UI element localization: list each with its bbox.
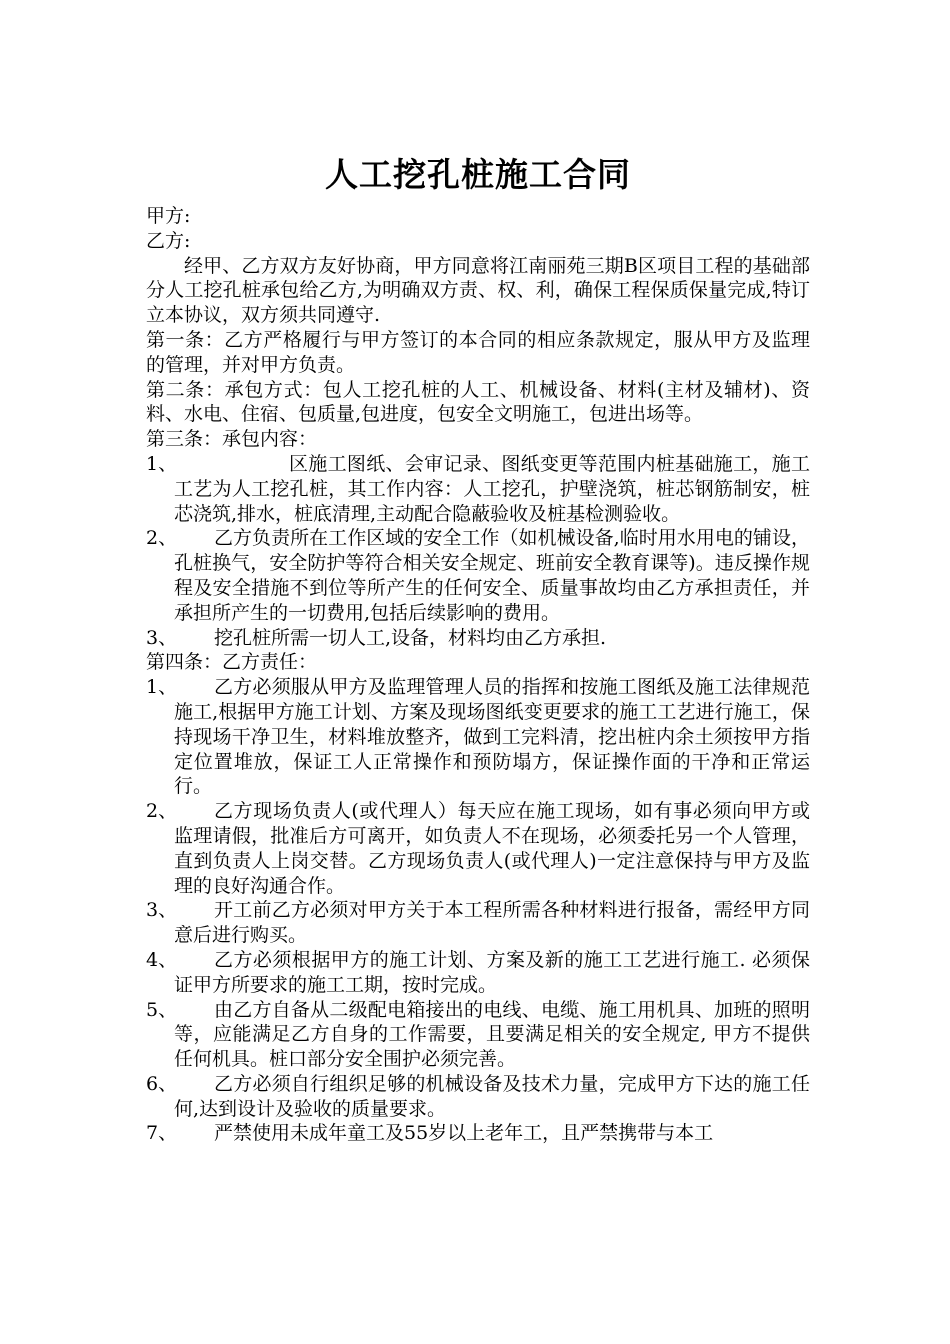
list-item-text: 乙方必须自行组织足够的机械设备及技术力量，完成甲方下达的施工任何,达到设计及验收的质量要求。 [174, 1072, 810, 1120]
list-item-text: 严禁使用未成年童工及55岁以上老年工，且严禁携带与本工 [214, 1122, 714, 1145]
list-item-number: 4、 [146, 948, 178, 971]
list-item [146, 799, 810, 898]
list-item-number: 1、 [146, 452, 178, 475]
list-item-number: 7、 [146, 1122, 178, 1145]
list-item-text: 乙方必须服从甲方及监理管理人员的指挥和按施工图纸及施工法律规范施工,根据甲方施工计划、方案及现场图纸变更要求的施工工艺进行施工，保持现场干净卫生，材料堆放整齐，做到工完料清，挖出桩内余土须按甲方指定位置堆放，保证工人正常操作和预防塌方，保证操作面的干净和正常运行。 [174, 676, 810, 798]
list-item [146, 1072, 810, 1122]
list-item [146, 626, 810, 651]
list-item-number: 1、 [146, 676, 178, 699]
article-2: 第二条：承包方式：包人工挖孔桩的人工、机械设备、材料(主材及辅材)、资料、水电、住宿、包质量,包进度，包安全文明施工，包进出场等。 [146, 378, 810, 426]
list-item-text: 乙方现场负责人(或代理人）每天应在施工现场，如有事必须向甲方或监理请假，批准后方可离开，如负责人不在现场，必须委托另一个人管理，直到负责人上岗交替。乙方现场负责人(或代理人)一定注意保持与甲方及监理的良好沟通合作。 [174, 800, 810, 897]
list-item [146, 898, 810, 948]
list-item-text: 乙方负责所在工作区域的安全工作（如机械设备,临时用水用电的铺设，孔桩换气，安全防护等符合相关安全规定、班前安全教育课等)。违反操作规程及安全措施不到位等所产生的任何安全、质量事故均由乙方承担责任，并承担所产生的一切费用,包括后续影响的费用。 [174, 527, 810, 624]
list-item [146, 998, 810, 1072]
party-a-line: 甲方: [146, 205, 191, 227]
list-item-number: 3、 [146, 626, 178, 649]
list-item-text: 开工前乙方必须对甲方关于本工程所需各种材料进行报备，需经甲方同意后进行购买。 [174, 899, 810, 947]
list-item-text: 乙方必须根据甲方的施工计划、方案及新的施工工艺进行施工. 必须保证甲方所要求的施工工期，按时完成。 [174, 948, 810, 996]
list-item [146, 526, 810, 625]
list-item [146, 675, 810, 799]
list-item [146, 452, 810, 526]
list-item-text: 挖孔桩所需一切人工,设备，材料均由乙方承担. [214, 626, 607, 649]
list-item-text: 区施工图纸、会审记录、图纸变更等范围内桩基础施工，施工工艺为人工挖孔桩，其工作内容：人工挖孔，护壁浇筑，桩芯钢筋制安，桩芯浇筑,排水，桩底清理,主动配合隐蔽验收及桩基检测验收。 [174, 452, 810, 525]
list-item-number: 3、 [146, 899, 178, 922]
intro-paragraph: 经甲、乙方双方友好协商，甲方同意将江南丽苑三期B区项目工程的基础部分人工挖孔桩承包给乙方,为明确双方责、权、利，确保工程保质保量完成,特订立本协议，双方须共同遵守. [146, 254, 810, 327]
article-3-heading: 第三条：承包内容： [146, 428, 318, 451]
list-item-text: 由乙方自备从二级配电箱接出的电线、电缆、施工用机具、加班的照明等，应能满足乙方自身的工作需要，且要满足相关的安全规定, 甲方不提供任何机具。桩口部分安全围护必须完善。 [174, 998, 810, 1071]
document-title: 人工挖孔桩施工合同 [325, 155, 631, 194]
list-item-number: 6、 [146, 1072, 178, 1095]
list-item [146, 1121, 810, 1146]
list-item-number: 2、 [146, 800, 178, 823]
list-item-number: 5、 [146, 998, 178, 1021]
party-b-line: 乙方: [146, 229, 191, 252]
article-4-heading: 第四条：乙方责任： [146, 651, 318, 674]
article-1: 第一条：乙方严格履行与甲方签订的本合同的相应条款规定，服从甲方及监理的管理，并对甲方负责。 [146, 328, 810, 376]
list-item [146, 948, 810, 998]
contract-page [146, 150, 810, 1146]
list-item-number: 2、 [146, 527, 178, 550]
